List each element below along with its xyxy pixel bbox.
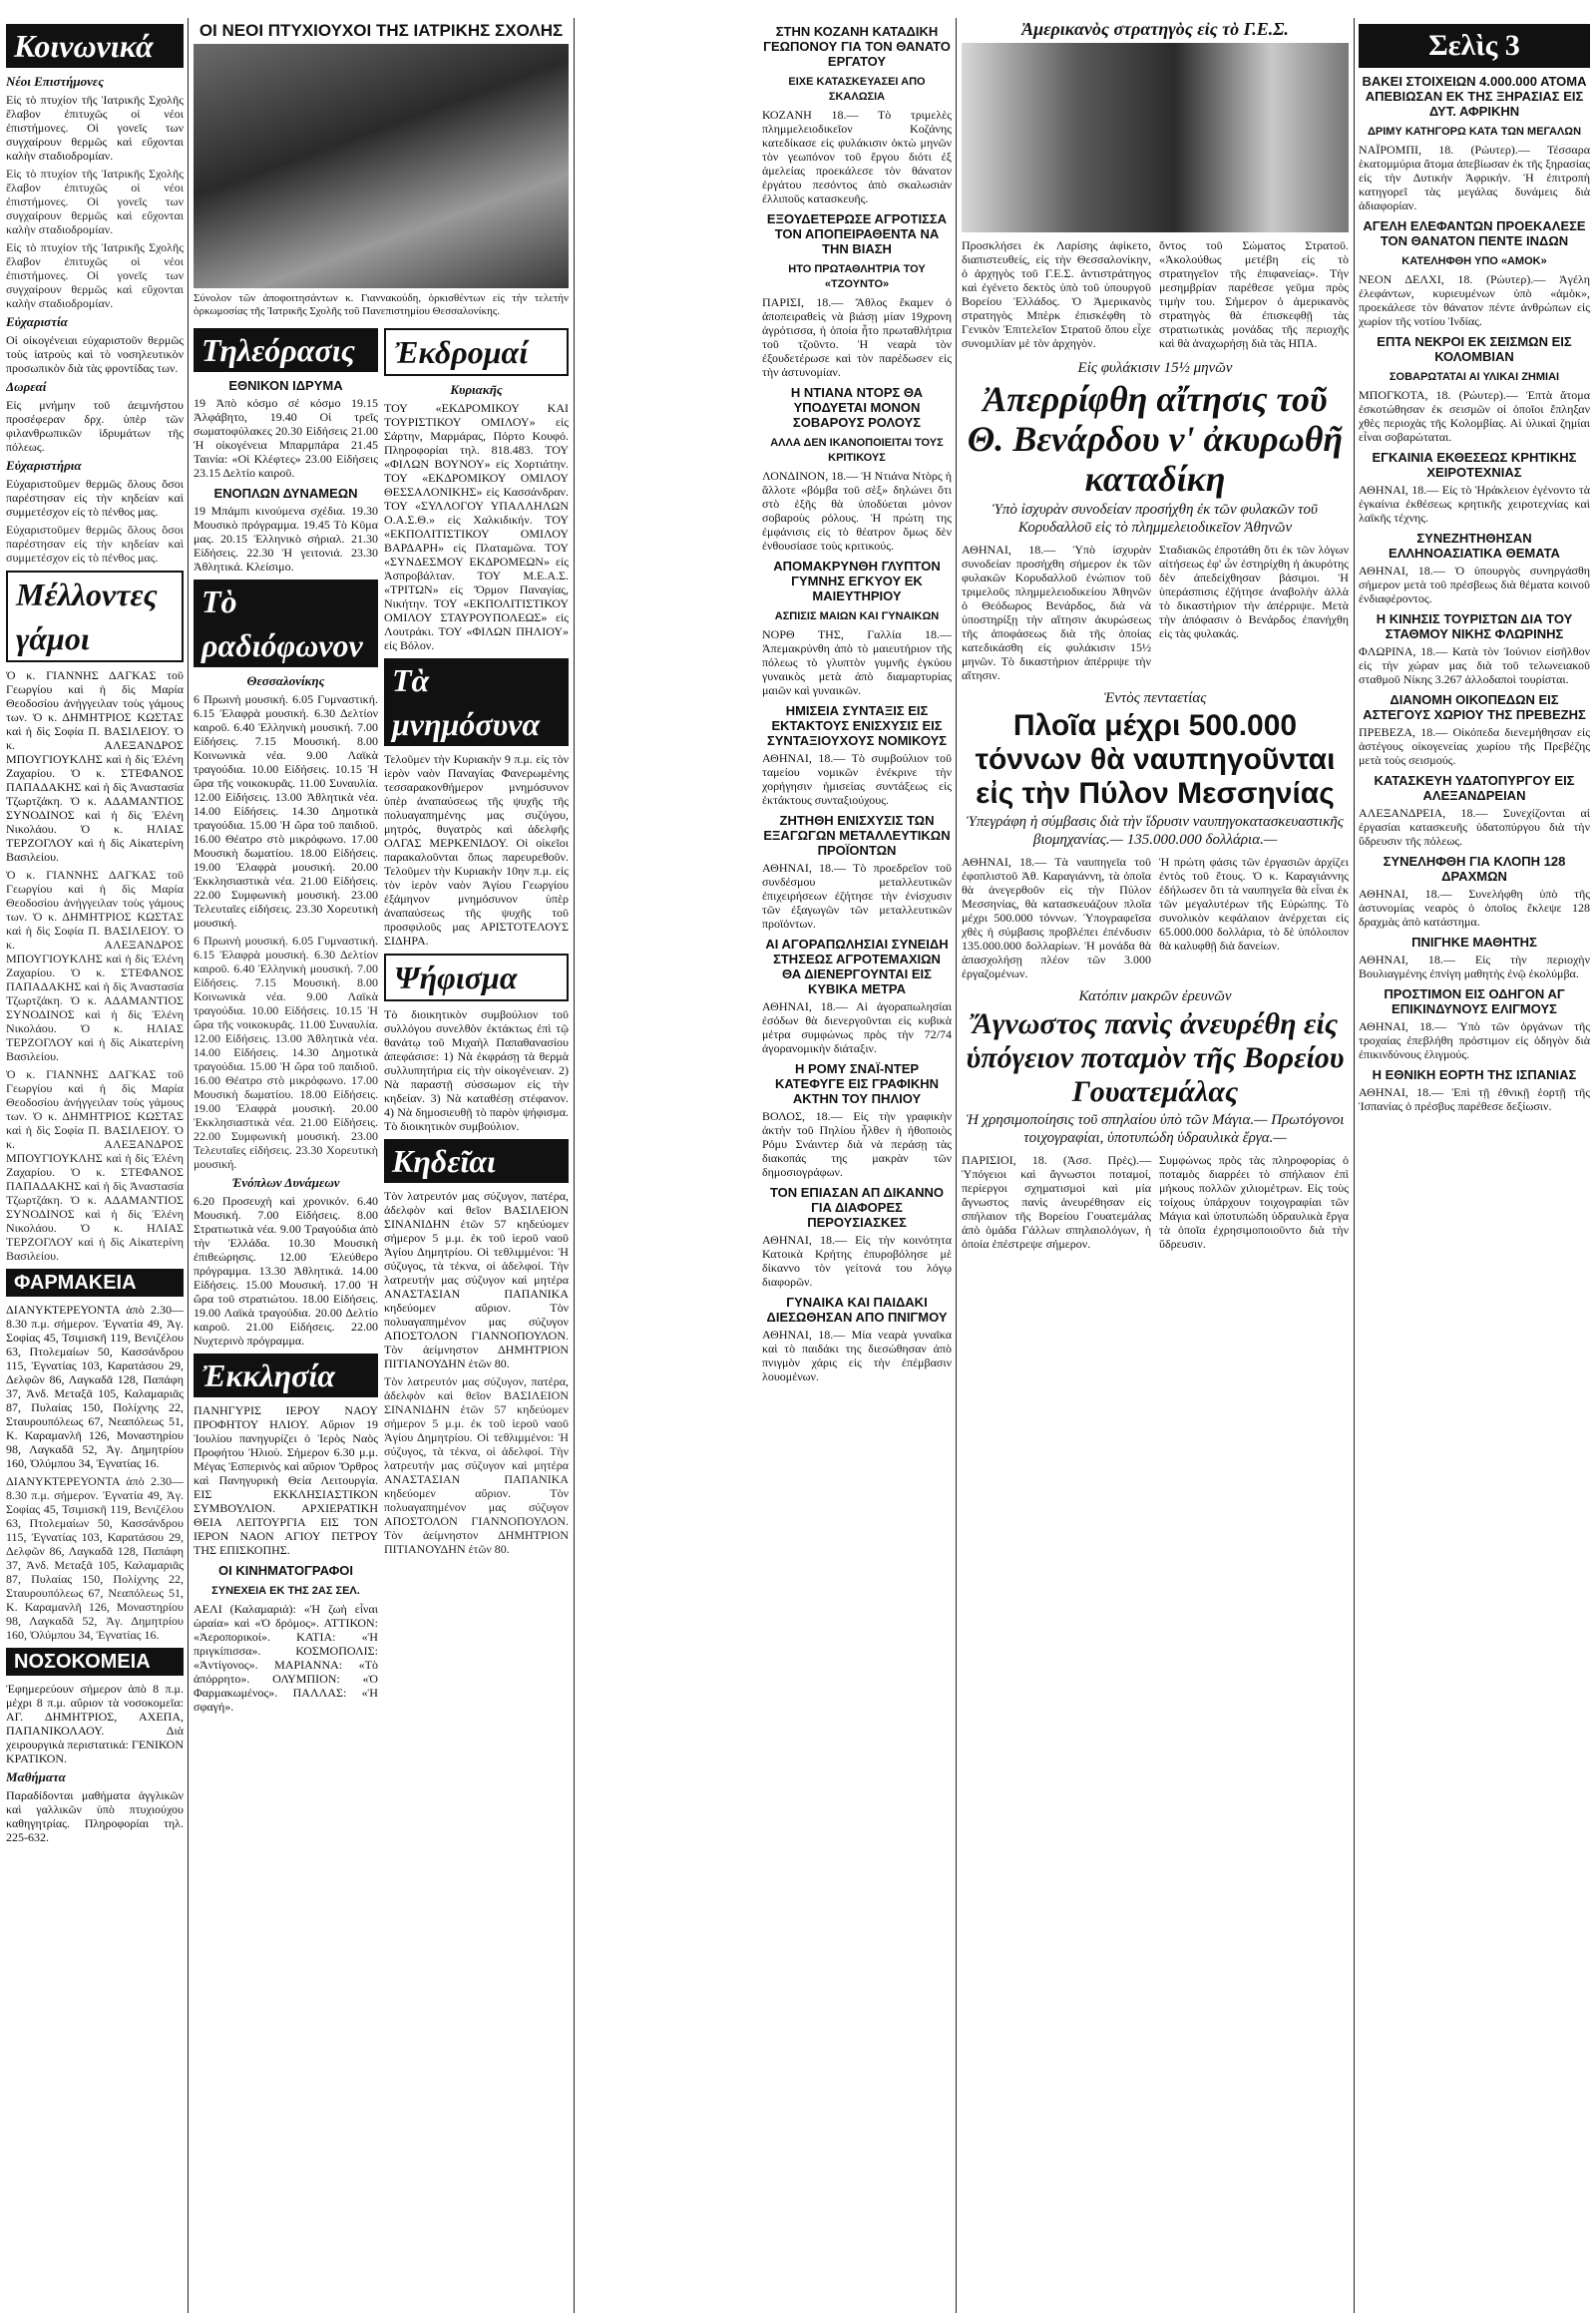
photo-caption: Σύνολον τῶν ἀποφοιτησάντων κ. Γιαννακούδη, ὁρκισθέντων εἰς τὴν τελετὴν ὁρκωμοσίας τῆς Ἰατρικῆς Σχολῆς τοῦ Πανεπιστημίου Θεσσαλονίκης.	[194, 291, 569, 317]
heading: ΟΙ ΚΙΝΗΜΑΤΟΓΡΑΦΟΙ	[217, 1562, 354, 1578]
ships-deck: Ὑπεγράφη ἡ σύμβασις διὰ τὴν ἵδρυσιν ναυπηγοκατασκευαστικῆς βιομηχανίας.— 135.000.000 δολλάρια.—	[967, 813, 1344, 848]
headline: Η ΡΟΜΥ ΣΝΑΪ-ΝΤΕΡ ΚΑΤΕΦΥΓΕ ΕΙΣ ΓΡΑΦΙΚΗΝ ΑΚΤΗΝ ΤΟΥ ΠΗΛΙΟΥ	[774, 1061, 940, 1106]
prison-kicker: Εἰς φυλάκισιν 15½ μηνῶν	[1077, 359, 1233, 376]
resolution-banner: Ψήφισμα	[384, 954, 569, 1001]
heading: Δωρεαί	[6, 379, 47, 394]
headline: ΔΙΑΝΟΜΗ ΟΙΚΟΠΕΔΩΝ ΕΙΣ ΑΣΤΕΓΟΥΣ ΧΩΡΙΟΥ ΤΗΣ ΠΡΕΒΕΖΗΣ	[1363, 692, 1586, 722]
article-text: ΦΛΩΡΙΝΑ, 18.— Κατὰ τὸν Ἰούνιον εἰσῆλθον εἰς τὴν χώραν μας διὰ τοῦ τελωνειακοῦ σταθμοῦ Νίκης 3.267 ἀλλοδαποὶ τουρίσται.	[1359, 644, 1590, 686]
article-text: ΠΡΕΒΕΖΑ, 18.— Οἰκόπεδα διενεμήθησαν εἰς ἀστέγους οἰκογενείας χωρίου τῆς Πρεβέζης μετὰ τοὺς σεισμούς.	[1359, 725, 1590, 767]
article-text: Ἡ πρώτη φάσις τῶν ἐργασιῶν ἀρχίζει ἐντὸς τοῦ ἔτους. Ὁ κ. Καραγιάννης ἐδήλωσεν ὅτι τὰ ναυπηγεῖα θὰ εἶναι ἐκ τῶν μεγαλυτέρων τῆς Εὐρώπης. Τὸ συνολικὸν κεφάλαιον ἀνέρχεται εἰς 65.000.000 δολλάρια, τὸ δὲ ὑπόλοιπον θὰ καλυφθῇ διὰ δανείων.	[1159, 854, 1349, 953]
article-text: ΛΟΝΔΙΝΟΝ, 18.— Ἡ Ντιάνα Ντὸρς ἡ ἄλλοτε «βόμβα τοῦ σὲξ» δηλώνει ὅτι στὸ ἑξῆς θὰ ὑποδύεται μόνον σοβαροὺς ρόλους. Ἡ πρώτη της ἐμφάνισις εἰς τὸ θέατρον ὅμως δὲν ἐνθουσίασε τοὺς κριτικούς.	[762, 469, 952, 553]
column-1	[6, 18, 184, 2313]
article-text: Τελοῦμεν τὴν Κυριακὴν 9 π.μ. εἰς τὸν ἱερὸν ναὸν Παναγίας Φανερωμένης τεσσαρακονθήμερον μνημόσυνον ὑπὲρ ἀναπαύσεως τῆς ψυχῆς τῆς πολυαγαπημένης μας συζύγου, μητρός, θυγατρὸς καὶ ἀδελφῆς ΟΛΓΑΣ ΜΕΡΚΕΝΙΔΟΥ. Οἱ οἰκεῖοι παρακαλοῦνται ὅπως παρευρεθοῦν. Τελοῦμεν τὴν Κυριακὴν 10ην π.μ. εἰς τὸν ἱερὸν ναὸν Ἁγίου Γεωργίου ἐξάμηνον μνημόσυνον ὑπὲρ ἀναπαύσεως τῆς ψυχῆς τοῦ προσφιλοῦς μας ΑΡΙΣΤΟΤΕΛΟΥΣ ΣΙΔΗΡΑ.	[384, 751, 569, 948]
article-text: 6.20 Προσευχὴ καὶ χρονικόν. 6.40 Μουσική. 7.00 Εἰδήσεις. 8.00 Στρατιωτικὰ νέα. 9.00 Τραγούδια ἀπὸ τὴν Ἑλλάδα. 10.30 Μουσικὴ ἐπιθεώρησις. 12.00 Ἐλεύθερο πρόγραμμα. 13.30 Ἀθλητικά. 14.00 Εἰδήσεις. 15.00 Μουσική. 17.00 Ἡ ὥρα τοῦ στρατιώτου. 18.00 Εἰδήσεις. 19.00 Λαϊκὰ τραγούδια. 20.00 Δελτίο καιροῦ. 21.00 Εἰδήσεις. 22.00 Νυχτερινὸ πρόγραμμα.	[194, 1193, 378, 1348]
headline: ΒΑΚΕΙ ΣΤΟΙΧΕΙΩΝ 4.000.000 ΑΤΟΜΑ ΑΠΕΒΙΩΣΑΝ ΕΚ ΤΗΣ ΞΗΡΑΣΙΑΣ ΕΙΣ ΔΥΤ. ΑΦΡΙΚΗΝ	[1362, 74, 1587, 119]
hospitals-banner: ΝΟΣΟΚΟΜΕΙΑ	[6, 1648, 184, 1676]
ships-kicker: Ἐντὸς πενταετίας	[1103, 689, 1207, 706]
article-text: Εὐχαριστοῦμεν θερμῶς ὅλους ὅσοι παρέστησαν εἰς τὴν κηδείαν καὶ συμμετέσχον εἰς τὸ πένθος μας.	[6, 477, 184, 519]
heading: ΕΝΟΠΛΩΝ ΔΥΝΑΜΕΩΝ	[213, 485, 358, 501]
cave-kicker: Κατόπιν μακρῶν ἐρευνῶν	[1078, 987, 1232, 1004]
heading: Εὐχαριστήρια	[6, 458, 82, 473]
subheadline: ΗΤΟ ΠΡΩΤΑΘΛΗΤΡΙΑ ΤΟΥ «ΤΖΟΥΝΤΟ»	[788, 263, 926, 290]
article-text: Ὁ κ. ΓΙΑΝΝΗΣ ΔΑΓΚΑΣ τοῦ Γεωργίου καὶ ἡ δὶς Μαρία Θεοδοσίου ἀνήγγειλαν τοὺς γάμους των. Ὁ κ. ΔΗΜΗΤΡΙΟΣ ΚΩΣΤΑΣ καὶ ἡ δὶς Σοφία Π. ΒΑΣΙΛΕΙΟΥ. Ὁ κ. ΑΛΕΞΑΝΔΡΟΣ ΜΠΟΥΓΙΟΥΚΛΗΣ καὶ ἡ δὶς Ἑλένη Ζαχαρίου. Ὁ κ. ΣΤΕΦΑΝΟΣ ΠΑΠΑΔΑΚΗΣ καὶ ἡ δὶς Ἀναστασία Τζωρτζάκη. Ὁ κ. ΑΔΑΜΑΝΤΙΟΣ ΣΥΝΟΔΙΝΟΣ καὶ ἡ δὶς Ἑλένη Νικολάου. Ὁ κ. ΗΛΙΑΣ ΤΕΡΖΟΓΛΟΥ καὶ ἡ δὶς Αἰκατερίνη Βασιλείου.	[6, 868, 184, 1063]
headline: ΚΑΤΑΣΚΕΥΗ ΥΔΑΤΟΠΥΡΓΟΥ ΕΙΣ ΑΛΕΞΑΝΔΡΕΙΑΝ	[1374, 773, 1575, 803]
subheadline: ΣΟΒΑΡΩΤΑΤΑΙ ΑΙ ΥΛΙΚΑΙ ΖΗΜΙΑΙ	[1389, 371, 1560, 383]
cave-headline: Ἄγνωστος πανὶς ἀνευρέθη εἰς ὑπόγειον ποταμὸν τῆς Βορείου Γουατεμάλας	[966, 1006, 1345, 1108]
article-text: 19 Ἀπὸ κόσμο σέ κόσμο 19.15 Ἀλφάβητο, 19.40 Οἱ τρεῖς σωματοφύλακες 20.30 Εἰδήσεις 21.00 Ἡ οἰκογένεια Μπαρμπάρα 21.45 Ταινία: «Οἱ Κλέφτες» 23.00 Εἰδήσεις 23.15 Δελτίο καιροῦ.	[194, 395, 378, 480]
article-text: Εὐχαριστοῦμεν θερμῶς ὅλους ὅσοι παρέστησαν εἰς τὴν κηδείαν καὶ συμμετέσχον εἰς τὸ πένθος μας.	[6, 523, 184, 565]
headline: ΕΠΤΑ ΝΕΚΡΟΙ ΕΚ ΣΕΙΣΜΩΝ ΕΙΣ ΚΟΛΟΜΒΙΑΝ	[1377, 334, 1572, 364]
column-6	[1359, 18, 1590, 2313]
subheadline: ΑΛΛΑ ΔΕΝ ΙΚΑΝΟΠΟΙΕΙΤΑΙ ΤΟΥΣ ΚΡΙΤΙΚΟΥΣ	[770, 437, 944, 464]
article-text: ΑΘΗΝΑΙ, 18.— Ὑπὸ τῶν ὀργάνων τῆς τροχαίας ἐπεβλήθη πρόστιμον εἰς ὁδηγὸν διὰ ἐπικινδύνους ἐλιγμούς.	[1359, 1019, 1590, 1061]
headline: ΑΠΟΜΑΚΡΥΝΘΗ ΓΛΥΠΤΟΝ ΓΥΜΝΗΣ ΕΓΚΥΟΥ ΕΚ ΜΑΙΕΥΤΗΡΙΟΥ	[773, 559, 941, 603]
article-text: Εἰς τὸ πτυχίον τῆς Ἰατρικῆς Σχολῆς ἔλαβον ἐπιτυχῶς οἱ νέοι ἐπιστήμονες. Οἱ γονεῖς των συγχαίρουν θερμῶς καὶ εὔχονται καλὴν σταδιοδρομίαν.	[6, 240, 184, 310]
article-text: ΠΑΡΙΣΙΟΙ, 18. (Ἀσσ. Πρὲς).— Ὑπόγειοι καὶ ἄγνωστοι ποταμοί, περίεργοι σχηματισμοὶ καὶ μία ἄγνωστος πανὶς ἀνευρέθησαν εἰς σπήλαιον τῆς Βορείου Γουατεμάλας ἀπὸ ὁμάδα Γάλλων σπηλαιολόγων, ἡ ὁποία ἐπέστρεψε σήμερον.	[962, 1152, 1151, 1251]
page-number-banner: Σελὶς 3	[1359, 24, 1590, 68]
weddings-banner: Μέλλοντες γάμοι	[6, 571, 184, 662]
graduates-photo	[194, 44, 569, 288]
article-text: ΑΘΗΝΑΙ, 18.— Εἰς τὴν περιοχὴν Βουλιαγμένης ἐπνίγη μαθητὴς ἐνῷ ἐκολύμβα.	[1359, 953, 1590, 980]
article-text: Οἱ οἰκογένειαι εὐχαριστοῦν θερμῶς τοὺς ἰατροὺς καὶ τὸ νοσηλευτικὸν προσωπικὸν διὰ τὰς φροντίδας των.	[6, 333, 184, 375]
medical-headline: ΟΙ ΝΕΟΙ ΠΤΥΧΙΟΥΧΟΙ ΤΗΣ ΙΑΤΡΙΚΗΣ ΣΧΟΛΗΣ	[199, 21, 564, 40]
article-text: Σταδιακῶς ἐπροτάθη ὅτι ἐκ τῶν λόγων αἰτήσεως ἐφ' ὧν ἐστηρίχθη ἡ ἀκυρότης δὲν ἀπεδείχθησαν βάσιμοι. Ἡ ὑπεράσπισις ἐζήτησε ἀναβολὴν ἀλλὰ τὸ δικαστήριον τὴν ἀπέρριψε. Μετὰ τὴν ἀπόφασιν ὁ Βενάρδος ἐπανήχθη εἰς τὰς φυλακάς.	[1159, 542, 1349, 640]
article-text: ΑΛΕΞΑΝΔΡΕΙΑ, 18.— Συνεχίζονται αἱ ἐργασίαι κατασκευῆς ὑδατοπύργου διὰ τὴν ὕδρευσιν τῆς πόλεως.	[1359, 806, 1590, 848]
general-photo	[962, 43, 1349, 232]
trips-banner: Ἐκδρομαί	[384, 328, 569, 376]
tv-banner: Τηλεόρασις	[194, 328, 378, 372]
article-text: Συμφώνως πρὸς τὰς πληροφορίας ὁ ποταμὸς διαρρέει τὸ σπήλαιον ἐπὶ μήκους πολλῶν χιλιομέτρων. Εἰς τοὺς τοίχους ὑπάρχουν τοιχογραφίαι τῶν Μάγια καὶ ὑποτυπώδη ὑδραυλικὰ ἔργα τὰ ὁποῖα ἐχρησιμοποιοῦντο διὰ τὴν ὕδρευσιν.	[1159, 1152, 1349, 1251]
heading: ΕΘΝΙΚΟΝ ΙΔΡΥΜΑ	[228, 377, 343, 393]
pharmacies-banner: ΦΑΡΜΑΚΕΙΑ	[6, 1269, 184, 1297]
article-text: ΑΘΗΝΑΙ, 18.— Τὰ ναυπηγεῖα τοῦ ἐφοπλιστοῦ Ἀθ. Καραγιάννη, τὰ ὁποῖα θὰ ἀνεγερθοῦν εἰς τὴν Πύλον Μεσσηνίας, θὰ κατασκευάζουν πλοῖα μέχρι 500.000 τόννων. Ὑπογραφεῖσα χθὲς ἡ σύμβασις προβλέπει ἐπένδυσιν 135.000.000 δολλαρίων. Ἡ μονάδα θὰ ἀπασχολήσῃ πλέον τῶν 3.000 ἐργαζομένων.	[962, 854, 1151, 980]
prison-headline: Ἀπερρίφθη αἴτησις τοῦ Θ. Βενάρδου ν' ἀκυρωθῆ καταδίκη	[967, 378, 1344, 499]
headline: ΑΙ ΑΓΟΡΑΠΩΛΗΣΙΑΙ ΣΥΝΕΙΔΗ ΣΤΗΣΕΩΣ ΑΓΡΟΤΕΜΑΧΙΩΝ ΘΑ ΔΙΕΝΕΡΓΟΥΝΤΑΙ ΕΙΣ ΚΥΒΙΚΑ ΜΕΤΡΑ	[765, 937, 949, 996]
article-text: ΝΟΡΘ ΤΗΣ, Γαλλία 18.— Ἀπεμακρύνθη ἀπὸ τὸ μαιευτήριον τῆς πόλεως τὸ γλυπτὸν γυμνῆς ἐγκύου γυναικὸς μετὰ ἀπὸ διαμαρτυρίας μαιῶν καὶ γυναικῶν.	[762, 627, 952, 697]
subheadline: ΑΣΠΙΣΙΣ ΜΑΙΩΝ ΚΑΙ ΓΥΝΑΙΚΩΝ	[774, 610, 940, 622]
column-2	[194, 18, 569, 2313]
headline: ΑΓΕΛΗ ΕΛΕΦΑΝΤΩΝ ΠΡΟΕΚΑΛΕΣΕ ΤΟΝ ΘΑΝΑΤΟΝ ΠΕΝΤΕ ΙΝΔΩΝ	[1363, 218, 1586, 248]
article-text: ΑΘΗΝΑΙ, 18.— Ὑπὸ ἰσχυρὰν συνοδείαν προσήχθη σήμερον ἐκ τῶν φυλακῶν Κορυδαλλοῦ ἐνώπιον τοῦ τριμελοῦς πλημμελειοδικείου Ἀθηνῶν ὁ Θεόδωρος Βενάρδος, διὰ νὰ ὑποστηρίξῃ τὴν αἴτησιν ἀκυρώσεως τῆς ἀποφάσεως διὰ τῆς ὁποίας κατεδικάσθη εἰς φυλάκισιν 15½ μηνῶν. Τὸ δικαστήριον ἀπέρριψε τὴν αἴτησιν.	[962, 542, 1151, 682]
article-text: ΒΟΛΟΣ, 18.— Εἰς τὴν γραφικὴν ἀκτὴν τοῦ Πηλίου ἦλθεν ἡ ἠθοποιὸς Ρόμυ Σνάιντερ διὰ νὰ περάσῃ τὰς διακοπάς της μακρὰν τῶν δημοσιογράφων.	[762, 1109, 952, 1179]
article-text: 6 Πρωινὴ μουσική. 6.05 Γυμναστική. 6.15 Ἐλαφρὰ μουσική. 6.30 Δελτίον καιροῦ. 6.40 Ἑλληνικὴ μουσική. 7.00 Εἰδήσεις. 7.15 Μουσική. 8.00 Κοινωνικὰ νέα. 9.00 Λαϊκὰ τραγούδια. 10.00 Εἰδήσεις. 10.15 Ἡ ὥρα τῆς νοικοκυρᾶς. 11.00 Συναυλία. 12.00 Εἰδήσεις. 13.00 Ἀθλητικὰ νέα. 14.00 Εἰδήσεις. 14.30 Δημοτικὰ τραγούδια. 15.00 Ἡ ὥρα τοῦ παιδιοῦ. 16.00 Θέατρο στὸ μικρόφωνο. 17.00 Μουσικὴ δωματίου. 18.00 Εἰδήσεις. 19.00 Ἐλαφρὰ μουσική. 20.00 Ἐκκλησιαστικὰ νέα. 21.00 Εἰδήσεις. 22.00 Συμφωνικὴ μουσική. 23.00 Τελευταῖες εἰδήσεις. 23.30 Χορευτικὴ μουσική.	[194, 691, 378, 930]
heading: Νέοι Επιστήμονες	[6, 74, 105, 89]
society-banner: Κοινωνικά	[6, 24, 184, 68]
article-text: Ὁ κ. ΓΙΑΝΝΗΣ ΔΑΓΚΑΣ τοῦ Γεωργίου καὶ ἡ δὶς Μαρία Θεοδοσίου ἀνήγγειλαν τοὺς γάμους των. Ὁ κ. ΔΗΜΗΤΡΙΟΣ ΚΩΣΤΑΣ καὶ ἡ δὶς Σοφία Π. ΒΑΣΙΛΕΙΟΥ. Ὁ κ. ΑΛΕΞΑΝΔΡΟΣ ΜΠΟΥΓΙΟΥΚΛΗΣ καὶ ἡ δὶς Ἑλένη Ζαχαρίου. Ὁ κ. ΣΤΕΦΑΝΟΣ ΠΑΠΑΔΑΚΗΣ καὶ ἡ δὶς Ἀναστασία Τζωρτζάκη. Ὁ κ. ΑΔΑΜΑΝΤΙΟΣ ΣΥΝΟΔΙΝΟΣ καὶ ἡ δὶς Ἑλένη Νικολάου. Ὁ κ. ΗΛΙΑΣ ΤΕΡΖΟΓΛΟΥ καὶ ἡ δὶς Αἰκατερίνη Βασιλείου.	[6, 1067, 184, 1263]
article-text: ΑΕΛΙ (Καλαμαριά): «Ἡ ζωὴ εἶναι ὡραία» καὶ «Ὁ δρόμος». ΑΤΤΙΚΟΝ: «Ἀεροπορικοί». ΚΑΤΙΑ: «Ἡ πριγκίπισσα». ΚΟΣΜΟΠΟΛΙΣ: «Ἀντίγονος». ΜΑΡΙΑΝΝΑ: «Τὸ ἀπόρρητο». ΟΛΥΜΠΙΟΝ: «Ὁ Φαρμακωμένος». ΠΑΛΛΑΣ: «Ἡ σφαγή».	[194, 1601, 378, 1714]
article-text: Παραδίδονται μαθήματα ἀγγλικῶν καὶ γαλλικῶν ὑπὸ πτυχιούχου καθηγητρίας. Πληροφορίαι τηλ. 225-632.	[6, 1788, 184, 1844]
headline: Η ΝΤΙΑΝΑ ΝΤΟΡΣ ΘΑ ΥΠΟΔΥΕΤΑΙ ΜΟΝΟΝ ΣΟΒΑΡΟΥΣ ΡΟΛΟΥΣ	[790, 385, 924, 430]
prison-deck: Ὑπὸ ἰσχυρὰν συνοδείαν προσήχθη ἐκ τῶν φυλακῶν τοῦ Κορυδαλλοῦ εἰς τὸ πλημμελειοδικεῖον Ἀθηνῶν	[993, 501, 1318, 536]
heading: Θεσσαλονίκης	[246, 672, 325, 688]
church-banner: Ἐκκλησία	[194, 1354, 378, 1397]
subheadline: ΔΡΙΜΥ ΚΑΤΗΓΟΡΩ ΚΑΤΑ ΤΩΝ ΜΕΓΑΛΩΝ	[1367, 126, 1582, 138]
heading: Μαθήματα	[6, 1769, 66, 1784]
article-text: ΑΘΗΝΑΙ, 18.— Ὁ ὑπουργὸς συνηργάσθη σήμερον μετὰ τοῦ πρέσβεως διὰ θέματα κοινοῦ ἐνδιαφέροντος.	[1359, 564, 1590, 605]
subheadline: ΕΙΧΕ ΚΑΤΑΣΚΕΥΑΣΕΙ ΑΠΟ ΣΚΑΛΩΣΙΑ	[788, 76, 926, 103]
article-text: Τὸ διοικητικὸν συμβούλιον τοῦ συλλόγου συνελθὸν ἐκτάκτως ἐπὶ τῷ θανάτῳ τοῦ Μιχαὴλ Παπαθανασίου ἀπεφάσισε: 1) Νὰ ἐκφράσῃ τὰ θερμὰ συλλυπητήρια εἰς τὴν οἰκογένειαν. 2) Νὰ παραστῇ σύσσωμον εἰς τὴν κηδείαν. 3) Νὰ καταθέσῃ στέφανον. 4) Νὰ δημοσιευθῇ τὸ παρὸν ψήφισμα. Τὸ διοικητικὸν συμβούλιον.	[384, 1006, 569, 1133]
article-text: Εἰς τὸ πτυχίον τῆς Ἰατρικῆς Σχολῆς ἔλαβον ἐπιτυχῶς οἱ νέοι ἐπιστήμονες. Οἱ γονεῖς των συγχαίρουν θερμῶς καὶ εὔχονται καλὴν σταδιοδρομίαν.	[6, 167, 184, 236]
article-text: ΑΘΗΝΑΙ, 18.— Εἰς τὴν κοινότητα Κατοικὰ Κρήτης ἐπυροβόλησε μὲ δίκαννο τὸν γείτονά του λόγῳ διαφορῶν.	[762, 1233, 952, 1289]
heading: ΣΥΝΕΧΕΙΑ ΕΚ ΤΗΣ 2ΑΣ ΣΕΛ.	[211, 1584, 360, 1597]
article-text: Τὸν λατρευτόν μας σύζυγον, πατέρα, ἀδελφὸν καὶ θεῖον ΒΑΣΙΛΕΙΟΝ ΣΙΝΑΝΙΔΗΝ ἐτῶν 57 κηδεύομεν σήμερον 5 μ.μ. ἐκ τοῦ ἱεροῦ ναοῦ Ἁγίου Δημητρίου. Οἱ τεθλιμμένοι: Ἡ σύζυγος, τὰ τέκνα, οἱ ἀδελφοί. Τὴν λατρευτήν μας σύζυγον καὶ μητέρα ΑΝΑΣΤΑΣΙΑΝ ΠΑΠΑΝΙΚΑ κηδεύομεν αὔριον. Τὸν πολυαγαπημένον μας σύζυγον ΑΠΟΣΤΟΛΟΝ ΓΙΑΝΝΟΠΟΥΛΟΝ. Τὸν ἀείμνηστον ΔΗΜΗΤΡΙΟΝ ΠΙΤΙΑΝΟΥΔΗΝ ἐτῶν 80.	[384, 1373, 569, 1556]
article-text: 6 Πρωινὴ μουσική. 6.05 Γυμναστική. 6.15 Ἐλαφρὰ μουσική. 6.30 Δελτίον καιροῦ. 6.40 Ἑλληνικὴ μουσική. 7.00 Εἰδήσεις. 7.15 Μουσική. 8.00 Κοινωνικὰ νέα. 9.00 Λαϊκὰ τραγούδια. 10.00 Εἰδήσεις. 10.15 Ἡ ὥρα τῆς νοικοκυρᾶς. 11.00 Συναυλία. 12.00 Εἰδήσεις. 13.00 Ἀθλητικὰ νέα. 14.00 Εἰδήσεις. 14.30 Δημοτικὰ τραγούδια. 15.00 Ἡ ὥρα τοῦ παιδιοῦ. 16.00 Θέατρο στὸ μικρόφωνο. 17.00 Μουσικὴ δωματίου. 18.00 Εἰδήσεις. 19.00 Ἐλαφρὰ μουσική. 20.00 Ἐκκλησιαστικὰ νέα. 21.00 Εἰδήσεις. 22.00 Συμφωνικὴ μουσική. 23.00 Τελευταῖες εἰδήσεις. 23.30 Χορευτικὴ μουσική.	[194, 933, 378, 1171]
article-text: Εἰς τὸ πτυχίον τῆς Ἰατρικῆς Σχολῆς ἔλαβον ἐπιτυχῶς οἱ νέοι ἐπιστήμονες. Οἱ γονεῖς των συγχαίρουν θερμῶς καὶ εὔχονται καλὴν σταδιοδρομίαν.	[6, 93, 184, 163]
headline: ΕΞΟΥΔΕΤΕΡΩΣΕ ΑΓΡΟΤΙΣΣΑ ΤΟΝ ΑΠΟΠΕΙΡΑΘΕΝΤΑ ΝΑ ΤΗΝ ΒΙΑΣΗ	[766, 211, 948, 256]
general-headline: Ἀμερικανὸς στρατηγὸς εἰς τὸ Γ.Ε.Σ.	[1021, 19, 1289, 39]
headline: ΕΓΚΑΙΝΙΑ ΕΚΘΕΣΕΩΣ ΚΡΗΤΙΚΗΣ ΧΕΙΡΟΤΕΧΝΙΑΣ	[1372, 450, 1577, 480]
article-text: ΑΘΗΝΑΙ, 18.— Αἱ ἀγοραπωλησίαι ἐσόδων θὰ διενεργοῦνται εἰς κυβικὰ μέτρα συμφώνως πρὸς τὴν 72/74 ἀγορανομικὴν διάταξιν.	[762, 999, 952, 1055]
headline: ΗΜΙΣΕΙΑ ΣΥΝΤΑΞΙΣ ΕΙΣ ΕΚΤΑΚΤΟΥΣ ΕΝΙΣΧΥΣΙΣ ΕΙΣ ΣΥΝΤΑΞΙΟΥΧΟΥΣ ΝΟΜΙΚΟΥΣ	[766, 703, 948, 748]
headline: ΤΟΝ ΕΠΙΑΣΑΝ ΑΠ ΔΙΚΑΝΝΟ ΓΙΑ ΔΙΑΦΟΡΕΣ ΠΕΡΟΥΣΙΑΣΚΕΣ	[769, 1185, 945, 1230]
headline: ΣΤΗΝ ΚΟΖΑΝΗ ΚΑΤΑΔΙΚΗ ΓΕΩΠΟΝΟΥ ΓΙΑ ΤΟΝ ΘΑΝΑΤΟ ΕΡΓΑΤΟΥ	[763, 24, 951, 69]
article-text: ΑΘΗΝΑΙ, 18.— Συνελήφθη ὑπὸ τῆς ἀστυνομίας νεαρὸς ὁ ὁποῖος ἔκλεψε 128 δραχμὰς ἀπὸ κατάστημα.	[1359, 887, 1590, 929]
article-text: ΚΟΖΑΝΗ 18.— Τὸ τριμελὲς πλημμελειοδικεῖον Κοζάνης κατεδίκασε εἰς φυλάκισιν ὀκτὼ μηνῶν τὸν γεωπόνον τοῦ ἔργου διότι ἐξ ἀμελείας προεκάλεσε τὸν θάνατον ἐργάτου πεσόντος ἀπὸ σκαλωσιὰν ἐλλιποῦς κατασκευῆς.	[762, 108, 952, 205]
article-text: ὄντος τοῦ Σώματος Στρατοῦ. «Ἀκολούθως μετέβη εἰς τὸ στρατηγεῖον τῆς ἐπιφανείας». Τὴν μεσημβρίαν παρέθεσε γεῦμα πρὸς τιμὴν του. Σήμερον ὁ ἀμερικανὸς στρατηγὸς θὰ ἐπισκεφθῇ τὰς στρατιωτικὰς μονάδας τῆς περιοχῆς καὶ θὰ ἀναχωρήσῃ διὰ τὰς ΗΠΑ.	[1159, 237, 1349, 350]
funerals-banner: Κηδεῖαι	[384, 1139, 569, 1183]
cave-deck: Ἡ χρησιμοποίησις τοῦ σπηλαίου ὑπὸ τῶν Μάγια.— Πρωτόγονοι τοιχογραφίαι, ὑποτυπώδη ὑδραυλικὰ ἔργα.—	[966, 1111, 1345, 1146]
article-text: Προσκλήσει ἐκ Λαρίσης ἀφίκετο, διαπιστευθείς, εἰς τὴν Θεσσαλονίκην, ὁ ἀρχηγὸς τοῦ Γ.Ε.Σ. ἀντιστράτηγος καὶ ἐγένετο δεκτὸς ὑπὸ τοῦ ὑπουργοῦ Βορείου Ἑλλάδος. Ὁ Ἀμερικανὸς στρατηγὸς Μπὲρκ ἐπισκέφθη τὸ Γενικὸν Ἐπιτελεῖον Στρατοῦ ὅπου εἶχε συνομιλίαν μὲ τὸν ἀρχηγὸν.	[962, 237, 1151, 350]
heading: Κυριακῆς	[450, 381, 503, 397]
headline: ΖΗΤΗΘΗ ΕΝΙΣΧΥΣΙΣ ΤΩΝ ΕΞΑΓΩΓΩΝ ΜΕΤΑΛΛΕΥΤΙΚΩΝ ΠΡΟΪΟΝΤΩΝ	[763, 813, 951, 858]
article-text: ΑΘΗΝΑΙ, 18.— Μία νεαρὰ γυναῖκα καὶ τὸ παιδάκι της διεσώθησαν ἀπὸ πνιγμὸν χάρις εἰς τὴν ἐπέμβασιν λουομένων.	[762, 1328, 952, 1383]
heading: Ἐνόπλων Δυνάμεων	[231, 1174, 340, 1190]
article-text: Τὸν λατρευτόν μας σύζυγον, πατέρα, ἀδελφὸν καὶ θεῖον ΒΑΣΙΛΕΙΟΝ ΣΙΝΑΝΙΔΗΝ ἐτῶν 57 κηδεύομεν σήμερον 5 μ.μ. ἐκ τοῦ ἱεροῦ ναοῦ Ἁγίου Δημητρίου. Οἱ τεθλιμμένοι: Ἡ σύζυγος, τὰ τέκνα, οἱ ἀδελφοί. Τὴν λατρευτήν μας σύζυγον καὶ μητέρα ΑΝΑΣΤΑΣΙΑΝ ΠΑΠΑΝΙΚΑ κηδεύομεν αὔριον. Τὸν πολυαγαπημένον μας σύζυγον ΑΠΟΣΤΟΛΟΝ ΓΙΑΝΝΟΠΟΥΛΟΝ. Τὸν ἀείμνηστον ΔΗΜΗΤΡΙΟΝ ΠΙΤΙΑΝΟΥΔΗΝ ἐτῶν 80.	[384, 1188, 569, 1370]
headline: ΣΥΝΕΖΗΤΗΘΗΣΑΝ ΕΛΛΗΝΟΑΣΙΑΤΙΚΑ ΘΕΜΑΤΑ	[1389, 531, 1560, 561]
article-text: ΑΘΗΝΑΙ, 18.— Τὸ συμβούλιον τοῦ ταμείου νομικῶν ἐνέκρινε τὴν χορήγησιν ἡμισείας συντάξεως εἰς ἐκτάκτους συνταξιούχους.	[762, 751, 952, 807]
headline: ΣΥΝΕΛΗΦΘΗ ΓΙΑ ΚΛΟΠΗ 128 ΔΡΑΧΜΩΝ	[1383, 854, 1566, 884]
article-text: ΔΙΑΝΥΚΤΕΡΕΥΟΝΤΑ ἀπὸ 2.30—8.30 π.μ. σήμερον. Ἐγνατία 49, Ἁγ. Σοφίας 45, Τσιμισκῆ 119, Βενιζέλου 63, Πτολεμαίων 50, Κασσάνδρου 115, Ἐγνατίας 103, Καρατάσου 29, Δελφῶν 86, Λαγκαδᾶ 128, Παπάφη 37, Ἀνδ. Μεταξᾶ 105, Καλαμαριᾶς 87, Πυλαίας 150, Πολίχνης 22, Σταυρουπόλεως 67, Νεαπόλεως 51, Κ. Καραμανλῆ 126, Μοναστηρίου 98, Λαγκαδᾶ 52, Ἀγ. Δημητρίου 160, Ὀλύμπου 34, Ἐγνατίας 16.	[6, 1303, 184, 1470]
ships-headline: Πλοῖα μέχρι 500.000 τόννων θὰ ναυπηγοῦνται εἰς τὴν Πύλον Μεσσηνίας	[975, 708, 1336, 810]
article-text: Ἐφημερεύουν σήμερον ἀπὸ 8 π.μ. μέχρι 8 π.μ. αὔριον τὰ νοσοκομεῖα: ΑΓ. ΔΗΜΗΤΡΙΟΣ, ΑΧΕΠΑ, ΠΑΠΑΝΙΚΟΛΑΟΥ. Διὰ χειρουργικὰ περιστατικά: ΓΕΝΙΚΟΝ ΚΡΑΤΙΚΟΝ.	[6, 1682, 184, 1765]
headline: ΠΝΙΓΗΚΕ ΜΑΘΗΤΗΣ	[1411, 935, 1537, 950]
article-text: ΠΑΡΙΣΙ, 18.— Ἄθλος ἔκαμεν ὁ ἀποπειραθεὶς νὰ βιάσῃ μίαν 19χρονη ἀγρότισσα, ἡ ὁποία ἦτο πρωταθλήτρια τοῦ τζοῦντο. Ἡ νεαρὰ τὸν ἐξουδετέρωσε καὶ τὸν παρέδωσεν εἰς τὴν ἀστυνομίαν.	[762, 295, 952, 379]
heading: Εὐχαριστία	[6, 314, 68, 329]
headline: Η ΕΘΝΙΚΗ ΕΟΡΤΗ ΤΗΣ ΙΣΠΑΝΙΑΣ	[1372, 1067, 1577, 1082]
headline: ΠΡΟΣΤΙΜΟΝ ΕΙΣ ΟΔΗΓΟΝ ΑΓ ΕΠΙΚΙΝΔΥΝΟΥΣ ΕΛΙΓΜΟΥΣ	[1384, 986, 1565, 1016]
article-text: ΝΑΪΡΟΜΠΙ, 18. (Ρώυτερ).— Τέσσαρα ἑκατομμύρια ἄτομα ἀπεβίωσαν ἐκ τῆς ξηρασίας εἰς τὴν Δυτικὴν Ἀφρικήν. Ἡ ἐπιτροπὴ κατηγορεῖ τὰς μεγάλας δυνάμεις διὰ ἀδιαφορίαν.	[1359, 143, 1590, 212]
radio-banner: Τὸ ραδιόφωνον	[194, 580, 378, 667]
article-text: ΑΘΗΝΑΙ, 18.— Εἰς τὸ Ἡράκλειον ἐγένοντο τὰ ἐγκαίνια ἐκθέσεως κρητικῆς χειροτεχνίας καὶ λαϊκῆς τέχνης.	[1359, 483, 1590, 525]
article-text: ΑΘΗΝΑΙ, 18.— Τὸ προεδρεῖον τοῦ συνδέσμου μεταλλευτικῶν ἐπιχειρήσεων ἐζήτησε τὴν ἐνίσχυσιν τῶν ἐξαγωγῶν τῶν μεταλλευτικῶν προϊόντων.	[762, 861, 952, 931]
article-text: ΜΠΟΓΚΟΤΑ, 18. (Ρώυτερ).— Ἑπτὰ ἄτομα ἐσκοτώθησαν ἐκ σεισμῶν οἱ ὁποῖοι ἔπληξαν χθὲς περιοχὰς τῆς Κολομβίας. Αἱ ὑλικαὶ ζημίαι εἶναι σοβαρώταται.	[1359, 388, 1590, 444]
memorials-banner: Τὰ μνημόσυνα	[384, 658, 569, 746]
article-text: 19 Μπάμπι κινούμενα σχέδια. 19.30 Μουσικὸ πρόγραμμα. 19.45 Τὸ Κῦμα μας. 20.15 Ἐλληνικὸ σήριαλ. 21.30 Εἰδήσεις. 22.30 Ἡ γειτονιά. 23.30 Ἀθλητικά. Κλείσιμο.	[194, 503, 378, 574]
article-text: ΝΕΟΝ ΔΕΛΧΙ, 18. (Ρώυτερ).— Ἀγέλη ἐλεφάντων, κυριευμένων ὑπὸ «ἀμὸκ», προεκάλεσε τὸν θάνατον πέντε ἀνθρώπων εἰς χωρίον τῆς νοτίου Ἰνδίας.	[1359, 272, 1590, 328]
headline: ΓΥΝΑΙΚΑ ΚΑΙ ΠΑΙΔΑΚΙ ΔΙΕΣΩΘΗΣΑΝ ΑΠΟ ΠΝΙΓΜΟΥ	[766, 1295, 948, 1325]
subheadline: ΚΑΤΕΛΗΦΘΗ ΥΠΟ «ΑΜΟΚ»	[1401, 255, 1547, 267]
article-text: Ὁ κ. ΓΙΑΝΝΗΣ ΔΑΓΚΑΣ τοῦ Γεωργίου καὶ ἡ δὶς Μαρία Θεοδοσίου ἀνήγγειλαν τοὺς γάμους των. Ὁ κ. ΔΗΜΗΤΡΙΟΣ ΚΩΣΤΑΣ καὶ ἡ δὶς Σοφία Π. ΒΑΣΙΛΕΙΟΥ. Ὁ κ. ΑΛΕΞΑΝΔΡΟΣ ΜΠΟΥΓΙΟΥΚΛΗΣ καὶ ἡ δὶς Ἑλένη Ζαχαρίου. Ὁ κ. ΣΤΕΦΑΝΟΣ ΠΑΠΑΔΑΚΗΣ καὶ ἡ δὶς Ἀναστασία Τζωρτζάκη. Ὁ κ. ΑΔΑΜΑΝΤΙΟΣ ΣΥΝΟΔΙΝΟΣ καὶ ἡ δὶς Ἑλένη Νικολάου. Ὁ κ. ΗΛΙΑΣ ΤΕΡΖΟΓΛΟΥ καὶ ἡ δὶς Αἰκατερίνη Βασιλείου.	[6, 668, 184, 864]
column-short-news	[762, 18, 952, 2313]
article-text: ΑΘΗΝΑΙ, 18.— Ἐπὶ τῇ ἐθνικῇ ἑορτῇ τῆς Ἱσπανίας ὁ πρέσβυς παρέθεσε δεξίωσιν.	[1359, 1085, 1590, 1113]
column-main	[962, 18, 1349, 2313]
headline: Η ΚΙΝΗΣΙΣ ΤΟΥΡΙΣΤΩΝ ΔΙΑ ΤΟΥ ΣΤΑΘΜΟΥ ΝΙΚΗΣ ΦΛΩΡΙΝΗΣ	[1376, 611, 1573, 641]
article-text: ΤΟΥ «ΕΚΔΡΟΜΙΚΟΥ ΚΑΙ ΤΟΥΡΙΣΤΙΚΟΥ ΟΜΙΛΟΥ» εἰς Σάρτην, Μαρμάρας, Πόρτο Κουφό. Πληροφορίαι τηλ. 818.483. ΤΟΥ «ΦΙΛΩΝ ΒΟΥΝΟΥ» εἰς Χορτιάτην. ΤΟΥ «ΕΚΔΡΟΜΙΚΟΥ ΟΜΙΛΟΥ ΘΕΣΣΑΛΟΝΙΚΗΣ» εἰς Κασσάνδραν. ΤΟΥ «ΣΥΛΛΟΓΟΥ ΥΠΑΛΛΗΛΩΝ Ο.Α.Σ.Θ.» εἰς Χαλκιδικήν. ΤΟΥ «ΕΚΠΟΛΙΤΙΣΤΙΚΟΥ ΟΜΙΛΟΥ ΒΑΡΔΑΡΗ» εἰς Πλαταμῶνα. ΤΟΥ «ΣΥΝΔΕΣΜΟΥ ΕΚΔΡΟΜΕΩΝ» εἰς Ἀσπροβάλταν. ΤΟΥ Μ.Ε.Α.Σ. «ΤΡΙΤΩΝ» εἰς Ὄρμον Παναγίας, Νικήτην. ΤΟΥ «ΕΚΠΟΛΙΤΙΣΤΙΚΟΥ ΟΜΙΛΟΥ ΣΤΑΥΡΟΥΠΟΛΕΩΣ» εἰς Λουτράκι. ΤΟΥ «ΦΙΛΩΝ ΠΗΛΙΟΥ» εἰς Βόλον.	[384, 400, 569, 652]
article-text: ΔΙΑΝΥΚΤΕΡΕΥΟΝΤΑ ἀπὸ 2.30—8.30 π.μ. σήμερον. Ἐγνατία 49, Ἁγ. Σοφίας 45, Τσιμισκῆ 119, Βενιζέλου 63, Πτολεμαίων 50, Κασσάνδρου 115, Ἐγνατίας 103, Καρατάσου 29, Δελφῶν 86, Λαγκαδᾶ 128, Παπάφη 37, Ἀνδ. Μεταξᾶ 105, Καλαμαριᾶς 87, Πυλαίας 150, Πολίχνης 22, Σταυρουπόλεως 67, Νεαπόλεως 51, Κ. Καραμανλῆ 126, Μοναστηρίου 98, Λαγκαδᾶ 52, Ἀγ. Δημητρίου 160, Ὀλύμπου 34, Ἐγνατίας 16.	[6, 1474, 184, 1642]
article-text: Εἰς μνήμην τοῦ ἀειμνήστου προσέφεραν δρχ. ὑπὲρ τῶν φιλανθρωπικῶν ἱδρυμάτων τῆς πόλεως.	[6, 398, 184, 454]
article-text: ΠΑΝΗΓΥΡΙΣ ΙΕΡΟΥ ΝΑΟΥ ΠΡΟΦΗΤΟΥ ΗΛΙΟΥ. Αὔριον 19 Ἰουλίου πανηγυρίζει ὁ Ἱερὸς Ναὸς Προφήτου Ἠλιοὺ. Σήμερον 6.30 μ.μ. Μέγας Ἑσπερινὸς καὶ αὔριον Ὄρθρος καὶ Πανηγυρικὴ Θεία Λειτουργία. ΕΙΣ ΕΚΚΛΗΣΙΑΣΤΙΚΟΝ ΣΥΜΒΟΥΛΙΟΝ. ΑΡΧΙΕΡΑΤΙΚΗ ΘΕΙΑ ΛΕΙΤΟΥΡΓΙΑ ΕΙΣ ΤΟΝ ΙΕΡΟΝ ΝΑΟΝ ΑΓΙΟΥ ΠΕΤΡΟΥ ΤΗΣ ΕΠΙΣΚΟΠΗΣ.	[194, 1402, 378, 1557]
